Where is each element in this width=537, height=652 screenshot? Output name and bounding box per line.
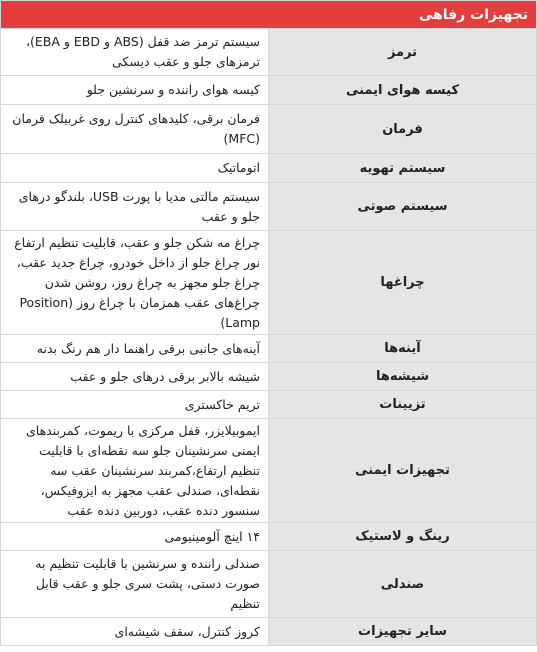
table-title: تجهیزات رفاهی: [1, 1, 537, 29]
row-label: صندلی: [269, 551, 537, 618]
row-label: تزیینات: [269, 391, 537, 419]
table-header-row: [1, 1, 537, 29]
row-label: رینگ و لاستیک: [269, 523, 537, 551]
table-row: [1, 419, 537, 523]
row-label: فرمان: [269, 105, 537, 154]
row-value: فرمان برقی، کلیدهای کنترل روی غربیلک فرمان (MFC): [1, 105, 269, 154]
row-value: شیشه بالابر برقی درهای جلو و عقب: [1, 363, 269, 391]
table-row: [1, 231, 537, 335]
row-value: ۱۴ اینچ آلومینیومی: [1, 523, 269, 551]
row-label: ترمز: [269, 29, 537, 76]
row-value: سیستم مالتی مدیا با پورت USB، بلندگو درهای جلو و عقب: [1, 183, 269, 231]
row-value: آینه‌های جانبی برقی راهنما دار هم رنگ بدنه: [1, 335, 269, 363]
row-value: سیستم ترمز ضد قفل (ABS و EBD و EBA)، ترمزهای جلو و عقب دیسکی: [1, 29, 269, 76]
table-row: [1, 391, 537, 419]
table-row: [1, 29, 537, 76]
row-value: تریم خاکستری: [1, 391, 269, 419]
table-row: [1, 335, 537, 363]
row-label: سایر تجهیزات: [269, 618, 537, 646]
row-label: سیستم تهویه: [269, 154, 537, 183]
table-row: [1, 523, 537, 551]
row-value: اتوماتیک: [1, 154, 269, 183]
row-label: سیستم صوتی: [269, 183, 537, 231]
row-label: کیسه هوای ایمنی: [269, 76, 537, 105]
table-row: [1, 551, 537, 618]
table-row: [1, 154, 537, 183]
row-value: کروز کنترل، سقف شیشه‌ای: [1, 618, 269, 646]
row-label: تجهیزات ایمنی: [269, 419, 537, 523]
row-label: شیشه‌ها: [269, 363, 537, 391]
row-value: ایموبیلایزر، قفل مرکزی با ریموت، کمربندهای ایمنی سرنشینان جلو سه نقطه‌ای با قابلیت تنظیم ارتفاع،کمربند سرنشینان عقب سه نقطه‌ای، صندلی عقب مجهز به ایزوفیکس، سنسور دنده عقب، دوربین دنده عقب: [1, 419, 269, 523]
table-row: [1, 363, 537, 391]
row-label: آینه‌ها: [269, 335, 537, 363]
table-row: [1, 618, 537, 646]
table-row: [1, 105, 537, 154]
row-value: صندلی راننده و سرنشین با قابلیت تنظیم به صورت دستی، پشت سری جلو و عقب قابل تنظیم: [1, 551, 269, 618]
row-value: کیسه هوای راننده و سرنشین جلو: [1, 76, 269, 105]
table-row: [1, 183, 537, 231]
row-label: چراغها: [269, 231, 537, 335]
table-row: [1, 76, 537, 105]
row-value: چراغ مه شکن جلو و عقب، قابلیت تنظیم ارتفاع نور چراغ جلو از داخل خودرو، چراغ جدید عقب، چراغ جلو مجهز به چراغ روز، روشن شدن چراغ‌های عقب همزمان با چراغ روز (Position Lamp): [1, 231, 269, 335]
